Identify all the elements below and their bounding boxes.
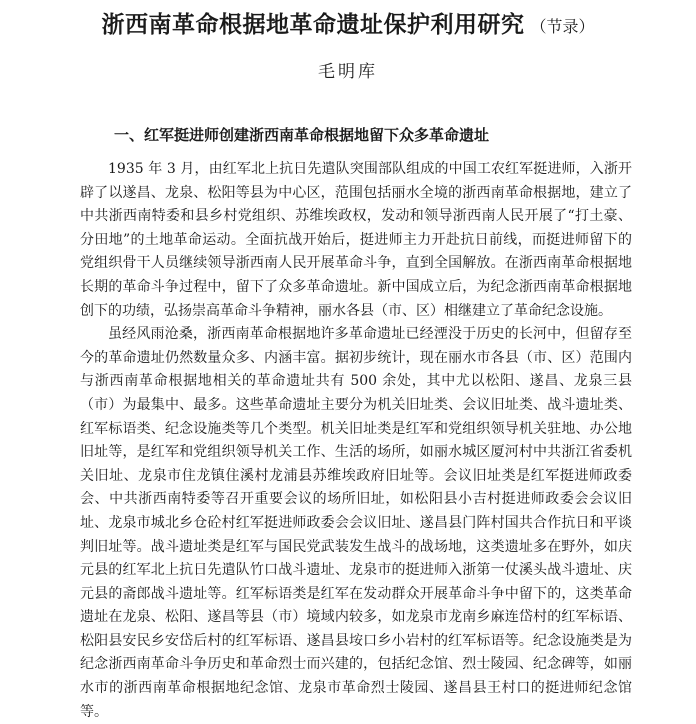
article-author: 毛明库 [318,62,378,82]
article-title-note: （节录） [530,17,595,36]
section-heading: 一、红军挺进师创建浙西南革命根据地留下众多革命遗址 [114,126,490,144]
paragraph: 虽经风雨沧桑，浙西南革命根据地许多革命遗址已经湮没于历史的长河中，但留存至今的革命遗址仍然数量众多、内涵丰富。据初步统计，现在丽水市各县（市、区）范围内与浙西南革命根据地相关的革命遗址共有 500 余处，其中尤以松阳、遂昌、龙泉三县（市）为最集中、最多。这些革命遗址主要分为机关旧址类、会议旧址类、战斗遗址类、红军标语类、纪念设施类等几个类型。机关旧址类是红军和党组织领导机关驻地、办公地旧址等，是红军和党组织领导机关工作、生活的场所，如丽水城区厦河村中共浙江省委机关旧址、龙泉市住龙镇住溪村龙浦县苏维埃政府旧址等。会议旧址类是红军挺进师政委会、中共浙西南特委等召开重要会议的场所旧址，如松阳县小吉村挺进师政委会会议旧址、龙泉市城北乡仓砼村红军挺进师政委会会议旧址、遂昌县门阵村国共合作抗日和平谈判旧址等。战斗遗址类是红军与国民党武装发生战斗的战场地，这类遗址多在野外，如庆元县的红军北上抗日先遣队竹口战斗遗址、龙泉市的挺进师入浙第一仗溪头战斗遗址、庆元县的斋郎战斗遗址等。红军标语类是红军在发动群众开展革命斗争中留下的，这类革命遗址在龙泉、松阳、遂昌等县（市）境域内较多，如龙泉市龙南乡麻连岱村的红军标语、松阳县安民乡安岱后村的红军标语、遂昌县垵口乡小岩村的红军标语等。纪念设施类是为纪念浙西南革命斗争历史和革命烈士而兴建的，包括纪念馆、烈士陵园、纪念碑等，如丽水市的浙西南革命根据地纪念馆、龙泉市革命烈士陵园、遂昌县王村口的挺进师纪念馆等。 [80,326,632,720]
article-title [0,6,696,39]
article-title-text: 浙西南革命根据地革命遗址保护利用研究 [101,12,525,38]
paragraph: 1935 年 3 月，由红军北上抗日先遣队突围部队组成的中国工农红军挺进师，入浙开辟了以遂昌、龙泉、松阳等县为中心区，范围包括丽水全境的浙西南革命根据地，建立了中共浙西南特委和县乡村党组织、苏维埃政权，发动和领导浙西南人民开展了“打土豪、分田地”的土地革命运动。全面抗战开始后，挺进师主力开赴抗日前线，而挺进师留下的党组织骨干人员继续领导浙西南人民开展革命斗争，直到全国解放。在浙西南革命根据地长期的革命斗争过程中，留下了众多革命遗址。新中国成立后，为纪念浙西南革命根据地创下的功绩，弘扬崇高革命斗争精神，丽水各县（市、区）相继建立了革命纪念设施。 [80,161,632,319]
article-body [80,158,632,724]
